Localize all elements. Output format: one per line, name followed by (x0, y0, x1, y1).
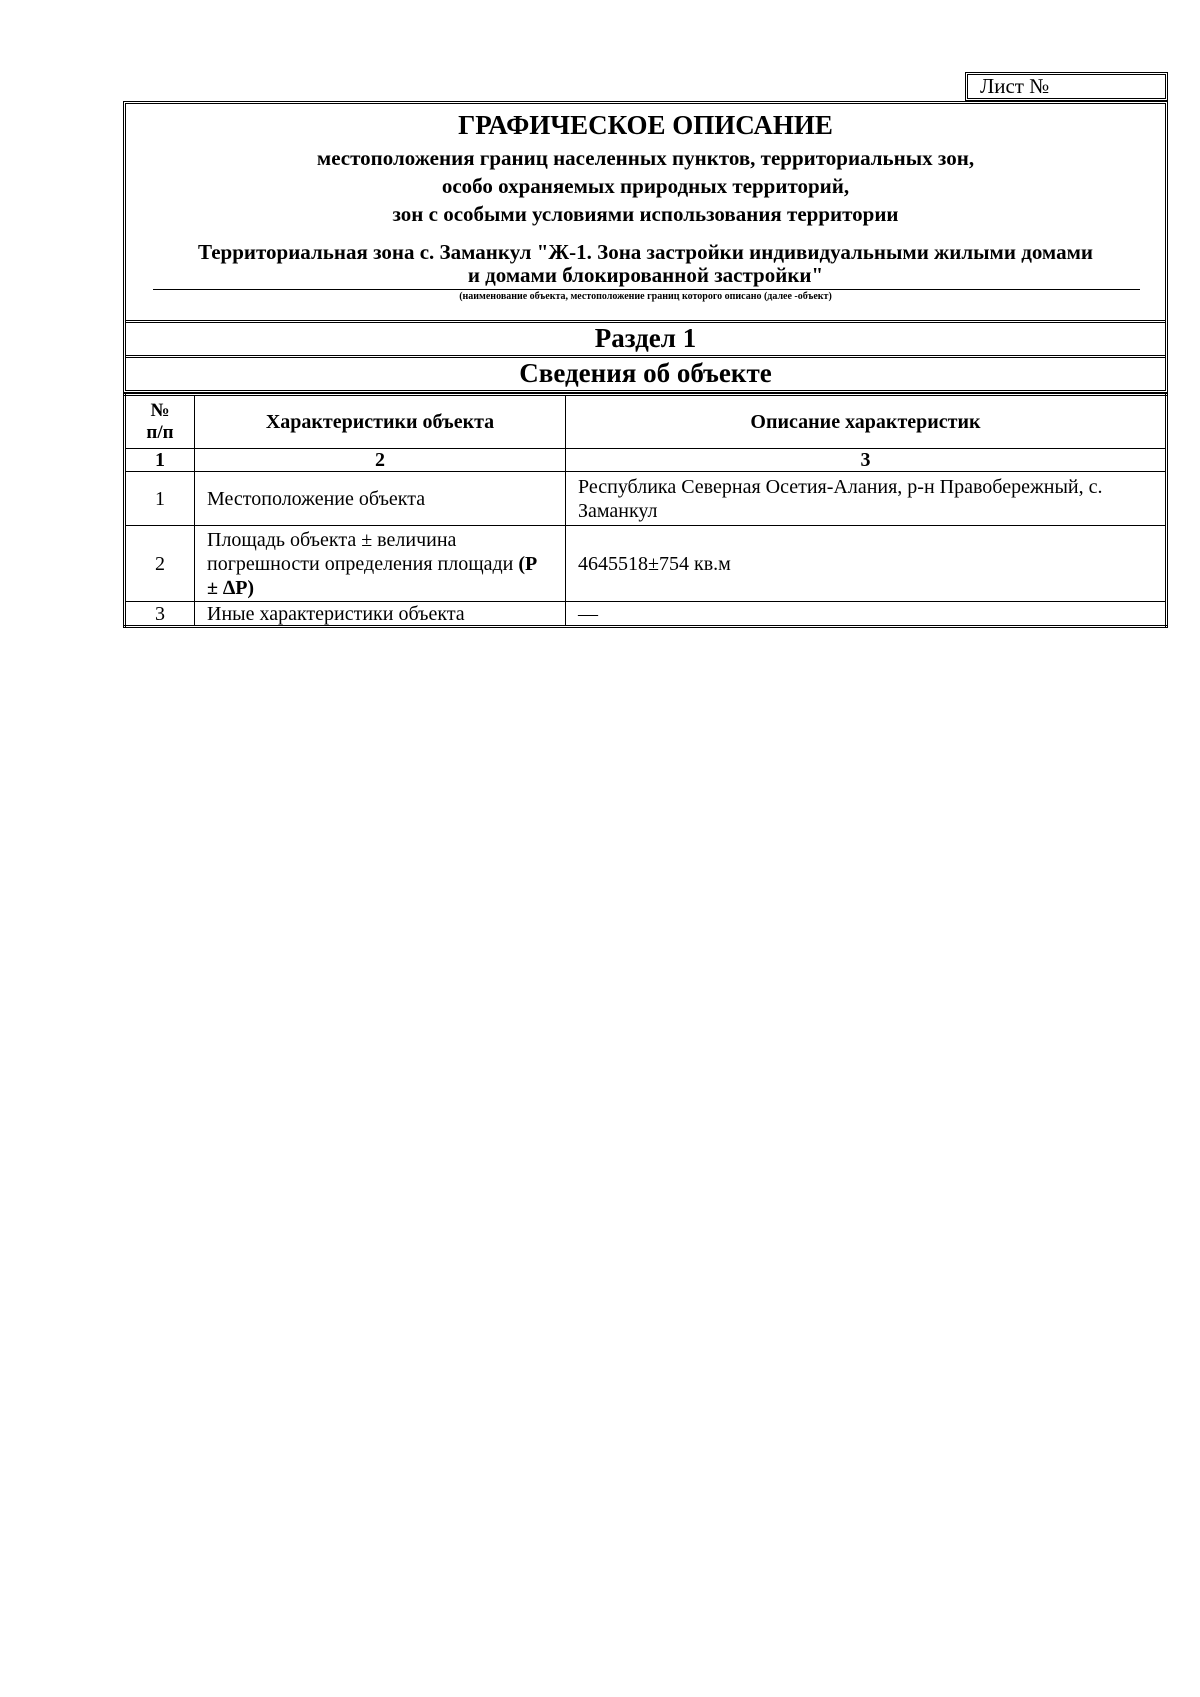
row-description: — (566, 602, 1167, 627)
subtitle-line: особо охраняемых природных территорий, (441, 174, 850, 198)
column-number: 2 (195, 449, 566, 472)
sheet-number-box (965, 72, 1168, 101)
header-number-label: № п/п (146, 400, 174, 443)
object-name-caption: (наименование объекта, местоположение границ которого описано (далее -объект) (459, 291, 832, 302)
table-row (125, 526, 1167, 602)
row-characteristic: Местоположение объекта (195, 472, 566, 526)
row-characteristic: Иные характеристики объекта (195, 602, 566, 627)
header-cell-description: Описание характеристик (566, 395, 1167, 449)
object-name (126, 241, 1165, 287)
section-title: Раздел 1 (594, 323, 697, 353)
section-subtitle: Сведения об объекте (519, 358, 772, 388)
row-number: 2 (125, 526, 195, 602)
row-number: 3 (125, 602, 195, 627)
characteristic-formula: (Р ± ∆Р) (207, 552, 538, 599)
column-number: 1 (125, 449, 195, 472)
header-cell-characteristic: Характеристики объекта (195, 395, 566, 449)
sheet-number-label: Лист № (980, 74, 1050, 98)
row-characteristic (195, 526, 566, 602)
header-cell-number (125, 395, 195, 449)
table-header-row (125, 395, 1167, 449)
column-number-row (125, 449, 1167, 472)
object-name-line: Территориальная зона с. Заманкул "Ж-1. Зона застройки индивидуальными жилыми домами (197, 240, 1093, 264)
subtitle-line: местоположения границ населенных пунктов, территориальных зон, (316, 146, 975, 170)
document-subtitle (126, 144, 1165, 228)
row-number: 1 (125, 472, 195, 526)
object-name-line: и домами блокированной застройки" (467, 263, 824, 287)
table-row (125, 472, 1167, 526)
subtitle-line: зон с особыми условиями использования территории (392, 202, 899, 226)
object-info-table (123, 393, 1168, 628)
document-header (123, 101, 1168, 393)
row-description: 4645518±754 кв.м (566, 526, 1167, 602)
table-row (125, 602, 1167, 627)
object-name-underline (153, 289, 1140, 290)
characteristic-text: Площадь объекта ± величина погрешности определения площади (207, 528, 519, 575)
column-number: 3 (566, 449, 1167, 472)
row-description: Республика Северная Осетия-Алания, р-н Правобережный, с. Заманкул (566, 472, 1167, 526)
document-title: ГРАФИЧЕСКОЕ ОПИСАНИЕ (458, 110, 833, 140)
